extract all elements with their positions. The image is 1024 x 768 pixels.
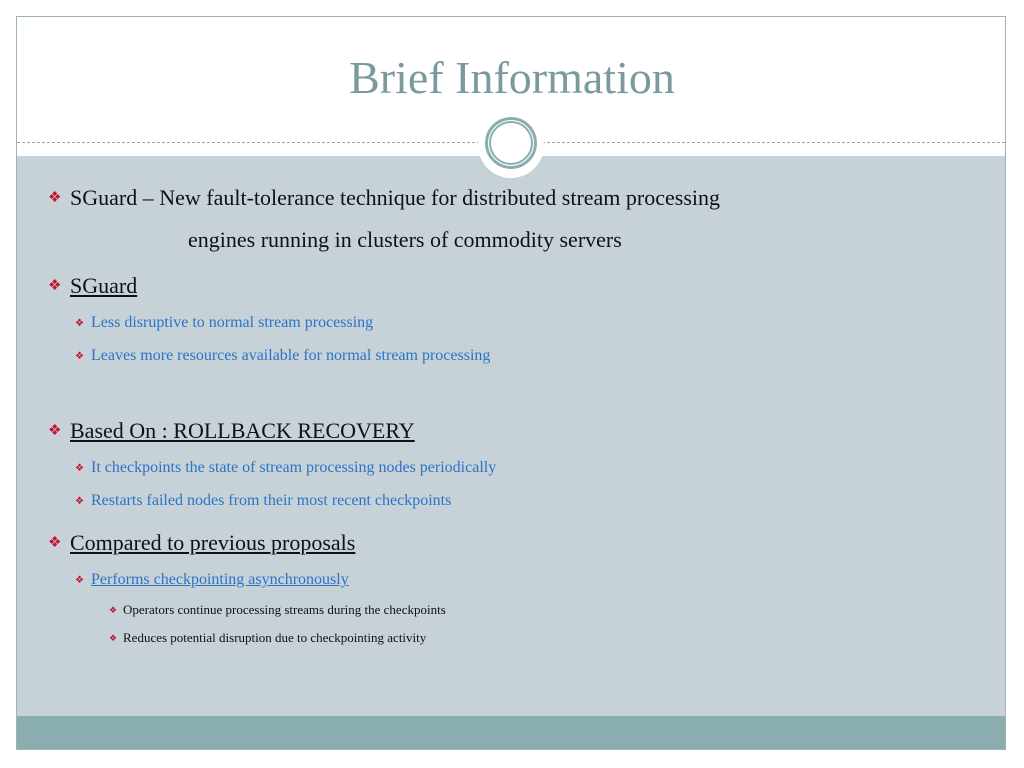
bullet-item [48,529,355,560]
sub-bullet-item [75,491,451,513]
bullet-item [48,272,137,303]
bullet-item [48,184,720,215]
diamond-bullet-icon: ❖ [75,463,84,474]
diamond-bullet-icon: ❖ [109,633,118,643]
diamond-bullet-icon: ❖ [109,605,118,615]
bullet-item [48,417,415,448]
sub-bullet-text: It checkpoints the state of stream processing nodes periodically [91,459,497,476]
sub-bullet-text: Leaves more resources available for normal stream processing [91,347,491,364]
diamond-bullet-icon: ❖ [75,575,84,586]
bullet-text: SGuard – New fault-tolerance technique for distributed stream processing [70,185,721,210]
ornament-inner-ring-icon [489,121,533,165]
diamond-bullet-icon: ❖ [48,278,62,294]
sub-sub-bullet-item [109,629,426,648]
diamond-bullet-icon: ❖ [75,318,84,329]
slide-title: Brief Information [349,52,675,103]
bullet-continuation: engines running in clusters of commodity servers [188,227,622,252]
sub-bullet-text: Performs checkpointing asynchronously [91,571,349,588]
sub-bullet-item [75,313,373,335]
sub-bullet-text: Less disruptive to normal stream processing [91,314,374,331]
diamond-bullet-icon: ❖ [75,496,84,507]
sub-bullet-item [75,458,496,480]
sub-bullet-item [75,570,349,592]
sub-sub-bullet-item [109,601,446,620]
sub-sub-bullet-text: Reduces potential disruption due to checkpointing activity [123,630,427,645]
diamond-bullet-icon: ❖ [75,351,84,362]
bullet-text: SGuard [70,273,138,298]
sub-bullet-text: Restarts failed nodes from their most recent checkpoints [91,492,452,509]
footer-bar [17,716,1005,749]
bullet-text: Compared to previous proposals [70,530,356,555]
diamond-bullet-icon: ❖ [48,535,62,551]
diamond-bullet-icon: ❖ [48,423,62,439]
bullet-text: Based On : ROLLBACK RECOVERY [70,418,415,443]
diamond-bullet-icon: ❖ [48,190,62,206]
sub-bullet-item [75,346,490,368]
sub-sub-bullet-text: Operators continue processing streams during the checkpoints [123,602,446,617]
